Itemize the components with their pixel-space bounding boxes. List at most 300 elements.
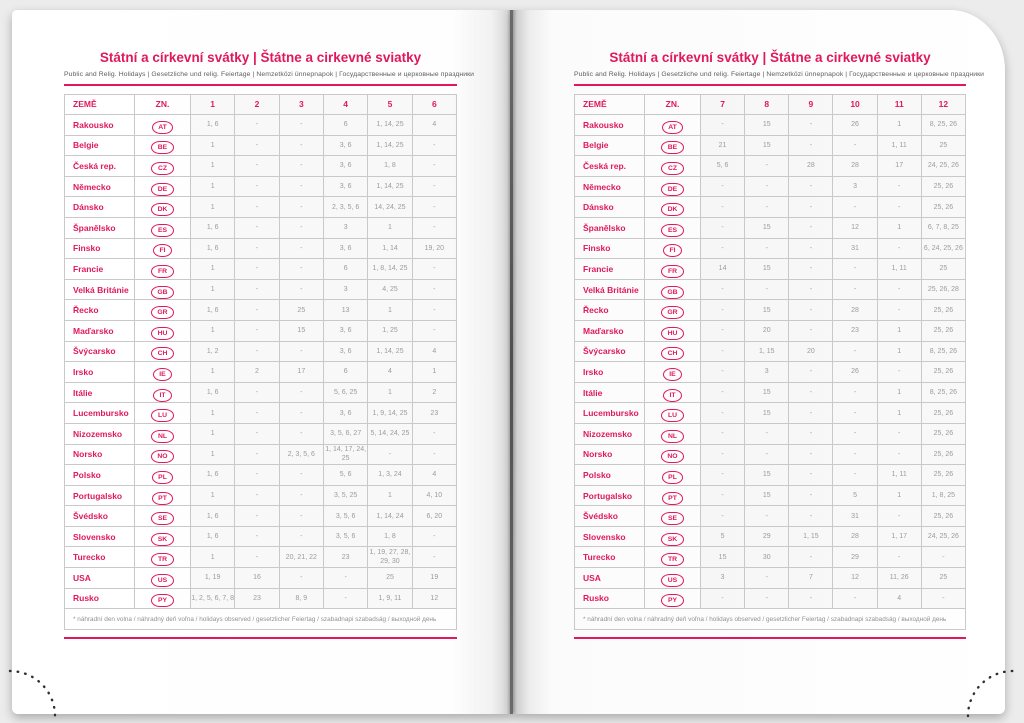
country-name: Slovensko — [575, 526, 645, 547]
holiday-dates-cell: - — [877, 506, 921, 527]
holiday-dates-cell: - — [789, 588, 833, 609]
holiday-dates-cell: 1, 6 — [191, 526, 235, 547]
country-name: Česká rep. — [575, 156, 645, 177]
country-row — [65, 279, 457, 300]
holiday-dates-cell: - — [789, 279, 833, 300]
country-code-cell — [645, 568, 701, 589]
country-name: Dánsko — [575, 197, 645, 218]
country-code-badge: PY — [151, 594, 173, 607]
accent-rule-bottom — [64, 637, 457, 639]
country-name: Lucembursko — [65, 403, 135, 424]
country-code-cell — [135, 506, 191, 527]
holiday-dates-cell: - — [701, 588, 745, 609]
holiday-dates-cell: - — [745, 156, 789, 177]
holiday-dates-cell: 14 — [701, 259, 745, 280]
holiday-dates-cell: - — [701, 197, 745, 218]
holiday-dates-cell: - — [279, 135, 323, 156]
column-header-month-3: 3 — [279, 94, 323, 115]
holiday-dates-cell: 25, 26 — [921, 300, 965, 321]
holiday-dates-cell: 3 — [745, 362, 789, 383]
country-row — [575, 135, 966, 156]
holiday-dates-cell: 1, 11 — [877, 259, 921, 280]
holiday-dates-cell: 3, 5, 6 — [323, 526, 367, 547]
country-code-cell — [645, 341, 701, 362]
country-code-badge: IT — [153, 389, 172, 402]
country-name: Norsko — [575, 444, 645, 465]
holiday-dates-cell: - — [412, 156, 456, 177]
holiday-dates-cell: 5, 14, 24, 25 — [368, 423, 412, 444]
holiday-dates-cell: 1, 6 — [191, 300, 235, 321]
holiday-dates-cell: 1 — [191, 485, 235, 506]
country-code-badge: IE — [153, 368, 172, 381]
page-title: Státní a církevní svátky | Štátne a cirkevné sviatky — [609, 50, 931, 65]
holiday-dates-cell: 4 — [412, 465, 456, 486]
country-name: USA — [65, 568, 135, 589]
country-code-cell — [645, 238, 701, 259]
holiday-dates-cell: 11, 26 — [877, 568, 921, 589]
country-code-cell — [645, 320, 701, 341]
page-subtitle: Public and Relig. Holidays | Gesetzliche und relig. Feiertage | Nemzetközi ünnepnapok | Государственные и церковные праздники — [574, 70, 985, 78]
country-name: Maďarsko — [575, 320, 645, 341]
country-row — [575, 568, 966, 589]
country-name: Španělsko — [65, 217, 135, 238]
holiday-dates-cell: - — [877, 444, 921, 465]
holiday-dates-cell: - — [279, 217, 323, 238]
holiday-dates-cell: 1, 14, 25 — [368, 341, 412, 362]
country-code-badge: US — [151, 574, 173, 587]
holiday-dates-cell: - — [701, 444, 745, 465]
country-code-badge: HU — [151, 327, 174, 340]
holiday-dates-cell: - — [833, 465, 877, 486]
column-header-month-7: 7 — [701, 94, 745, 115]
holiday-dates-cell: 6 — [323, 362, 367, 383]
holiday-dates-cell: 3, 6 — [323, 135, 367, 156]
holiday-dates-cell: - — [833, 423, 877, 444]
holiday-dates-cell: 1, 11 — [877, 135, 921, 156]
holiday-dates-cell: 15 — [745, 259, 789, 280]
country-code-badge: FI — [663, 244, 682, 257]
country-name: Finsko — [575, 238, 645, 259]
holiday-dates-cell: 28 — [789, 156, 833, 177]
country-row — [65, 506, 457, 527]
country-row — [65, 382, 457, 403]
holiday-dates-cell: 8, 25, 26 — [921, 341, 965, 362]
holiday-dates-cell: 1, 19, 27, 28, 29, 30 — [368, 547, 412, 568]
holiday-dates-cell: 20, 21, 22 — [279, 547, 323, 568]
holiday-dates-cell: 17 — [279, 362, 323, 383]
holiday-dates-cell: 29 — [833, 547, 877, 568]
holiday-dates-cell: 1, 15 — [789, 526, 833, 547]
column-header-month-4: 4 — [323, 94, 367, 115]
holiday-dates-cell: 6, 7, 8, 25 — [921, 217, 965, 238]
holiday-dates-cell: 6 — [323, 259, 367, 280]
holiday-dates-cell: - — [701, 320, 745, 341]
holiday-dates-cell: 15 — [745, 382, 789, 403]
page-left-content — [12, 10, 512, 714]
holiday-dates-cell: - — [412, 547, 456, 568]
holiday-dates-cell: - — [235, 279, 279, 300]
holiday-dates-cell: 1 — [191, 320, 235, 341]
holiday-dates-cell: 12 — [833, 217, 877, 238]
country-name: Řecko — [575, 300, 645, 321]
country-code-cell — [645, 362, 701, 383]
country-code-badge: GR — [661, 306, 684, 319]
country-code-badge: AT — [152, 121, 174, 134]
country-name: USA — [575, 568, 645, 589]
holiday-dates-cell: - — [279, 506, 323, 527]
holiday-dates-cell: 15 — [279, 320, 323, 341]
country-row — [65, 156, 457, 177]
country-code-cell — [135, 362, 191, 383]
column-header-country: ZEMĚ — [65, 94, 135, 115]
holiday-dates-cell: - — [701, 217, 745, 238]
holiday-dates-cell: - — [412, 279, 456, 300]
book-spine — [510, 10, 513, 714]
holiday-dates-cell: - — [279, 403, 323, 424]
holiday-dates-cell: 24, 25, 26 — [921, 526, 965, 547]
holiday-dates-cell: - — [279, 279, 323, 300]
country-code-cell — [135, 423, 191, 444]
holiday-dates-cell: - — [279, 526, 323, 547]
country-code-badge: DE — [661, 183, 683, 196]
holiday-dates-cell: 1 — [191, 423, 235, 444]
holiday-dates-cell: - — [235, 197, 279, 218]
holiday-dates-cell: 31 — [833, 238, 877, 259]
holiday-dates-cell: 1, 14, 25 — [368, 176, 412, 197]
holiday-dates-cell: - — [833, 444, 877, 465]
holiday-dates-cell: 1 — [191, 197, 235, 218]
holiday-dates-cell: 3, 6 — [323, 320, 367, 341]
holiday-dates-cell: 1, 6 — [191, 115, 235, 136]
country-row — [575, 485, 966, 506]
country-name: Irsko — [65, 362, 135, 383]
country-row — [65, 197, 457, 218]
holiday-dates-cell: - — [833, 259, 877, 280]
holiday-dates-cell: - — [745, 279, 789, 300]
holiday-dates-cell: 5, 6 — [323, 465, 367, 486]
holiday-dates-cell: - — [745, 423, 789, 444]
holiday-dates-cell: 8, 9 — [279, 588, 323, 609]
holiday-dates-cell: 25 — [279, 300, 323, 321]
holiday-dates-cell: - — [368, 444, 412, 465]
holiday-dates-cell: 19 — [412, 568, 456, 589]
country-code-badge: PL — [662, 471, 684, 484]
country-name: Belgie — [575, 135, 645, 156]
holiday-dates-cell: 3 — [323, 279, 367, 300]
holiday-dates-cell: 5, 6 — [701, 156, 745, 177]
country-name: Německo — [575, 176, 645, 197]
column-header-code: ZN. — [645, 94, 701, 115]
holiday-dates-cell: - — [412, 320, 456, 341]
holiday-dates-cell: - — [235, 526, 279, 547]
accent-rule-top — [64, 84, 457, 86]
country-name: Lucembursko — [575, 403, 645, 424]
holiday-dates-cell: 26 — [833, 115, 877, 136]
country-code-badge: PT — [152, 492, 174, 505]
country-code-badge: SK — [661, 533, 683, 546]
holiday-dates-cell: 20 — [745, 320, 789, 341]
holiday-dates-cell: 25 — [921, 259, 965, 280]
country-row — [65, 465, 457, 486]
country-name: Rusko — [65, 588, 135, 609]
holiday-dates-cell: - — [279, 382, 323, 403]
holiday-dates-cell: - — [833, 197, 877, 218]
country-code-badge: TR — [661, 553, 683, 566]
country-code-cell — [645, 135, 701, 156]
country-code-badge: BE — [661, 141, 683, 154]
country-row — [575, 217, 966, 238]
country-code-cell — [135, 526, 191, 547]
page-right-content — [512, 10, 1005, 714]
country-code-badge: NL — [151, 430, 173, 443]
country-code-cell — [645, 403, 701, 424]
holiday-dates-cell: - — [412, 444, 456, 465]
country-code-cell — [135, 444, 191, 465]
column-header-month-9: 9 — [789, 94, 833, 115]
page-subtitle: Public and Relig. Holidays | Gesetzliche und relig. Feiertage | Nemzetközi ünnepnapok | Государственные и церковные праздники — [64, 70, 475, 78]
holiday-dates-cell: - — [701, 238, 745, 259]
country-row — [65, 547, 457, 568]
holiday-dates-cell: 4 — [368, 362, 412, 383]
holiday-dates-cell: - — [877, 547, 921, 568]
country-code-badge: GR — [151, 306, 174, 319]
country-code-badge: IT — [663, 389, 682, 402]
country-name: Rakousko — [65, 115, 135, 136]
holiday-dates-cell: - — [701, 300, 745, 321]
country-code-cell — [135, 238, 191, 259]
country-code-badge: SE — [151, 512, 173, 525]
holiday-dates-cell: - — [789, 382, 833, 403]
holiday-dates-cell: - — [412, 300, 456, 321]
country-row — [65, 526, 457, 547]
country-name: Belgie — [65, 135, 135, 156]
country-code-badge: DK — [151, 203, 174, 216]
country-code-badge: ES — [151, 224, 173, 237]
country-name: Polsko — [575, 465, 645, 486]
country-name: Irsko — [575, 362, 645, 383]
holiday-dates-cell: - — [235, 341, 279, 362]
holiday-dates-cell: 3, 6 — [323, 341, 367, 362]
country-row — [575, 403, 966, 424]
holiday-dates-cell: - — [833, 588, 877, 609]
holiday-dates-cell: 4 — [877, 588, 921, 609]
country-row — [65, 362, 457, 383]
country-code-cell — [135, 156, 191, 177]
holiday-dates-cell: 3, 5, 25 — [323, 485, 367, 506]
country-code-cell — [645, 279, 701, 300]
holiday-dates-cell: - — [745, 568, 789, 589]
holiday-dates-cell: - — [412, 217, 456, 238]
country-row — [575, 506, 966, 527]
country-row — [575, 588, 966, 609]
country-code-cell — [135, 485, 191, 506]
holiday-dates-cell: - — [235, 547, 279, 568]
country-code-cell — [645, 217, 701, 238]
holiday-dates-cell: 4 — [412, 341, 456, 362]
holiday-dates-cell: 15 — [745, 217, 789, 238]
country-row — [65, 403, 457, 424]
footnote-row — [65, 609, 457, 630]
country-code-cell — [645, 156, 701, 177]
column-header-month-8: 8 — [745, 94, 789, 115]
country-name: Portugalsko — [65, 485, 135, 506]
holiday-dates-cell: - — [412, 259, 456, 280]
holiday-dates-cell: - — [789, 362, 833, 383]
country-code-badge: AT — [662, 121, 684, 134]
holiday-dates-cell: - — [789, 300, 833, 321]
holiday-dates-cell: 14, 24, 25 — [368, 197, 412, 218]
holiday-dates-cell: 1, 8, 25 — [921, 485, 965, 506]
holiday-dates-cell: 1 — [191, 362, 235, 383]
country-row — [65, 176, 457, 197]
holiday-dates-cell: 1, 9, 11 — [368, 588, 412, 609]
country-code-badge: GB — [661, 286, 684, 299]
holiday-dates-cell: 1 — [368, 485, 412, 506]
holiday-dates-cell: - — [877, 238, 921, 259]
country-code-cell — [135, 259, 191, 280]
holiday-dates-cell: 1 — [191, 279, 235, 300]
country-row — [65, 115, 457, 136]
country-name: Česká rep. — [65, 156, 135, 177]
holiday-dates-cell: - — [701, 403, 745, 424]
holiday-dates-cell: - — [789, 238, 833, 259]
holiday-dates-cell: 25 — [368, 568, 412, 589]
holiday-dates-cell: 1 — [877, 217, 921, 238]
country-name: Velká Británie — [575, 279, 645, 300]
holiday-dates-cell: 1, 19 — [191, 568, 235, 589]
country-name: Norsko — [65, 444, 135, 465]
country-name: Švýcarsko — [575, 341, 645, 362]
holiday-dates-cell: - — [701, 362, 745, 383]
holiday-dates-cell: - — [235, 444, 279, 465]
column-header-month-5: 5 — [368, 94, 412, 115]
country-code-badge: TR — [151, 553, 173, 566]
holiday-dates-cell: 21 — [701, 135, 745, 156]
country-code-cell — [135, 465, 191, 486]
holiday-dates-cell: 1 — [191, 135, 235, 156]
column-header-code: ZN. — [135, 94, 191, 115]
holiday-dates-cell: 2, 3, 5, 6 — [323, 197, 367, 218]
holiday-dates-cell: 24, 25, 26 — [921, 156, 965, 177]
country-row — [65, 444, 457, 465]
holiday-dates-cell: - — [279, 156, 323, 177]
holiday-dates-cell: 1, 25 — [368, 320, 412, 341]
country-code-badge: CZ — [151, 162, 173, 175]
holiday-dates-cell: 1 — [368, 382, 412, 403]
holiday-dates-cell: 5 — [833, 485, 877, 506]
holiday-dates-cell: - — [323, 568, 367, 589]
holiday-dates-cell: 1, 11 — [877, 465, 921, 486]
country-code-cell — [135, 588, 191, 609]
holiday-dates-cell: - — [235, 465, 279, 486]
country-name: Nizozemsko — [575, 423, 645, 444]
holiday-dates-cell: - — [877, 423, 921, 444]
holiday-dates-cell: - — [877, 362, 921, 383]
column-header-country: ZEMĚ — [575, 94, 645, 115]
accent-rule-bottom — [574, 637, 966, 639]
country-code-cell — [135, 568, 191, 589]
country-code-cell — [645, 465, 701, 486]
country-code-cell — [135, 197, 191, 218]
holiday-dates-cell: 28 — [833, 526, 877, 547]
holiday-dates-cell: 1, 2 — [191, 341, 235, 362]
country-name: Francie — [65, 259, 135, 280]
country-code-cell — [645, 485, 701, 506]
country-code-badge: NO — [151, 450, 174, 463]
country-code-cell — [135, 547, 191, 568]
holiday-dates-cell: - — [701, 382, 745, 403]
holiday-dates-cell: - — [833, 341, 877, 362]
holiday-dates-cell: 1, 8, 14, 25 — [368, 259, 412, 280]
country-code-cell — [645, 423, 701, 444]
country-row — [575, 341, 966, 362]
column-header-month-11: 11 — [877, 94, 921, 115]
holiday-dates-cell: 12 — [412, 588, 456, 609]
holiday-dates-cell: - — [789, 217, 833, 238]
holiday-dates-cell: - — [745, 444, 789, 465]
column-header-month-12: 12 — [921, 94, 965, 115]
country-code-badge: SK — [151, 533, 173, 546]
country-code-cell — [135, 341, 191, 362]
country-code-cell — [135, 176, 191, 197]
holiday-dates-cell: 25, 26, 28 — [921, 279, 965, 300]
holiday-dates-cell: 1 — [877, 341, 921, 362]
holiday-dates-cell: 1 — [191, 176, 235, 197]
holiday-dates-cell: - — [745, 176, 789, 197]
country-row — [575, 444, 966, 465]
holiday-dates-cell: 3, 6 — [323, 403, 367, 424]
holiday-dates-cell: 15 — [745, 485, 789, 506]
holiday-dates-cell: - — [789, 444, 833, 465]
holiday-table-months-1-6 — [64, 94, 457, 631]
country-name: Rusko — [575, 588, 645, 609]
country-code-badge: NO — [661, 450, 684, 463]
holiday-dates-cell: 25, 26 — [921, 197, 965, 218]
holiday-dates-cell: 25, 26 — [921, 403, 965, 424]
holiday-dates-cell: 1, 8 — [368, 526, 412, 547]
holiday-dates-cell: 12 — [833, 568, 877, 589]
holiday-dates-cell: 1 — [877, 320, 921, 341]
holiday-dates-cell: 25, 26 — [921, 444, 965, 465]
country-code-badge: US — [661, 574, 683, 587]
holiday-dates-cell: - — [789, 197, 833, 218]
header-row — [65, 94, 457, 115]
holiday-dates-cell: 1, 14, 17, 24, 25 — [323, 444, 367, 465]
country-row — [575, 362, 966, 383]
holiday-dates-cell: 1, 6 — [191, 506, 235, 527]
holiday-dates-cell: 20 — [789, 341, 833, 362]
country-row — [575, 115, 966, 136]
country-code-badge: DK — [661, 203, 684, 216]
holiday-dates-cell: - — [877, 279, 921, 300]
holiday-dates-cell: - — [745, 588, 789, 609]
country-name: Řecko — [65, 300, 135, 321]
holiday-dates-cell: 15 — [745, 300, 789, 321]
country-row — [575, 156, 966, 177]
country-row — [575, 197, 966, 218]
holiday-dates-cell: - — [235, 217, 279, 238]
country-code-cell — [135, 403, 191, 424]
column-header-month-6: 6 — [412, 94, 456, 115]
holiday-dates-cell: - — [701, 279, 745, 300]
holiday-dates-cell: - — [789, 320, 833, 341]
country-name: Nizozemsko — [65, 423, 135, 444]
country-code-badge: GB — [151, 286, 174, 299]
holiday-dates-cell: - — [701, 506, 745, 527]
holiday-dates-cell: 1 — [191, 444, 235, 465]
holiday-dates-cell: - — [789, 506, 833, 527]
holiday-dates-cell: 3, 5, 6, 27 — [323, 423, 367, 444]
